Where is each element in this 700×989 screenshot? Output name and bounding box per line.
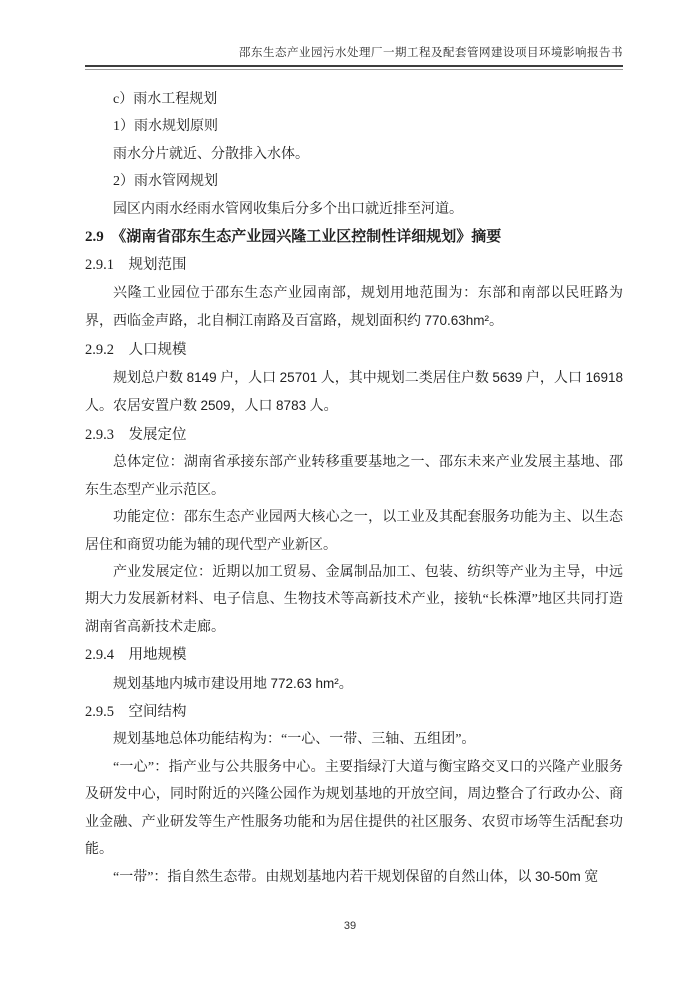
list-item-paragraph [85, 113, 623, 140]
text-run: 规划基地总体功能结构为：“一心、一带、三轴、五组团”。 [113, 732, 476, 748]
page-header [85, 44, 623, 60]
text-run: 2）雨水管网规划 [113, 174, 218, 190]
text-run: 。 [338, 676, 353, 692]
text-run: “一带”：指自然生态带。由规划基地内若干规划保留的自然山体，以 [113, 870, 535, 886]
number-run: 16918 [585, 370, 624, 386]
number-run: 30-50m [534, 869, 581, 885]
text-run: 总体定位：湖南省承接东部产业转移重要基地之一、邵东未来产业发展主基地、邵东生态型产业示范区。 [85, 455, 623, 498]
text-run: 宽 [580, 870, 599, 886]
page-number: 39 [343, 920, 357, 932]
body-paragraph [85, 863, 623, 891]
body-paragraph [85, 559, 623, 641]
text-run: 2.9.1 规划范围 [85, 257, 187, 274]
document-body [85, 86, 623, 892]
text-run: 2.9 《湖南省邵东生态产业园兴隆工业区控制性详细规划》摘要 [85, 229, 502, 246]
list-item-paragraph [85, 141, 623, 168]
text-run: 人。 [306, 399, 338, 415]
text-run: 人。农居安置户数 [85, 399, 201, 415]
text-run: 2.9.5 空间结构 [85, 703, 187, 720]
text-run: “一心”：指产业与公共服务中心。主要指绿汀大道与衡宝路交叉口的兴隆产业服务及研发中心，同时附近的兴隆公园作为规划基地的开放空间，周边整合了行政办公、商业金融、产业研发等生产性服务功能和为居住提供的社区服务、农贸市场等生活配套功能。 [85, 759, 623, 857]
text-run: 雨水分片就近、分散排入水体。 [113, 146, 309, 162]
text-run: 2.9.4 用地规模 [85, 647, 187, 664]
body-paragraph [85, 364, 623, 421]
number-run: 770.63hm² [424, 313, 490, 329]
subsection-heading [85, 337, 623, 364]
list-item-paragraph [85, 168, 623, 195]
text-run: 兴隆工业园位于邵东生态产业园南部，规划用地范围为：东部和南部以民旺路为界，西临金声路，北自桐江南路及百富路，规划面积约 [85, 285, 623, 330]
number-run: 772.63 hm² [270, 675, 339, 691]
body-paragraph [85, 726, 623, 753]
text-run: 2.9.2 人口规模 [85, 341, 187, 358]
body-paragraph [85, 670, 623, 698]
text-run: c）雨水工程规划 [113, 92, 218, 107]
body-paragraph [85, 449, 623, 504]
page-footer [0, 920, 700, 932]
section-heading [85, 224, 623, 251]
text-run: 规划基地内城市建设用地 [113, 676, 271, 692]
text-run: 户，人口 [522, 371, 586, 387]
subsection-heading [85, 699, 623, 726]
text-run: 园区内雨水经雨水管网收集后分多个出口就近排至河道。 [113, 201, 463, 217]
subsection-heading [85, 252, 623, 279]
header-rule [85, 65, 623, 70]
text-run: 2.9.3 发展定位 [85, 426, 187, 443]
header-title: 邵东生态产业园污水处理厂一期工程及配套管网建设项目环境影响报告书 [239, 47, 623, 59]
text-run: 1）雨水规划原则 [113, 119, 218, 135]
text-run: 户，人口 [216, 371, 280, 387]
text-run: 产业发展定位：近期以加工贸易、金属制品加工、包装、纺织等产业为主导，中远期大力发展新材料、电子信息、生物技术等高新技术产业，接轨“长株潭”地区共同打造湖南省高新技术走廊。 [85, 564, 623, 635]
number-run: 8783 [276, 398, 307, 414]
list-item-paragraph [85, 196, 623, 223]
list-item-paragraph [85, 86, 623, 113]
body-paragraph [85, 280, 623, 336]
number-run: 2509 [200, 398, 231, 414]
text-run: 功能定位：邵东生态产业园两大核心之一，以工业及其配套服务功能为主、以生态居住和商贸功能为辅的现代型产业新区。 [85, 510, 623, 553]
subsection-heading [85, 422, 623, 449]
number-run: 25701 [279, 370, 318, 386]
body-paragraph [85, 754, 623, 864]
text-run: 人，其中规划二类居住户数 [317, 371, 493, 387]
body-paragraph [85, 504, 623, 559]
number-run: 5639 [492, 370, 523, 386]
subsection-heading [85, 642, 623, 669]
text-run: 。 [489, 314, 504, 330]
text-run: 规划总户数 [113, 371, 187, 387]
text-run: ，人口 [230, 399, 277, 415]
number-run: 8149 [186, 370, 217, 386]
